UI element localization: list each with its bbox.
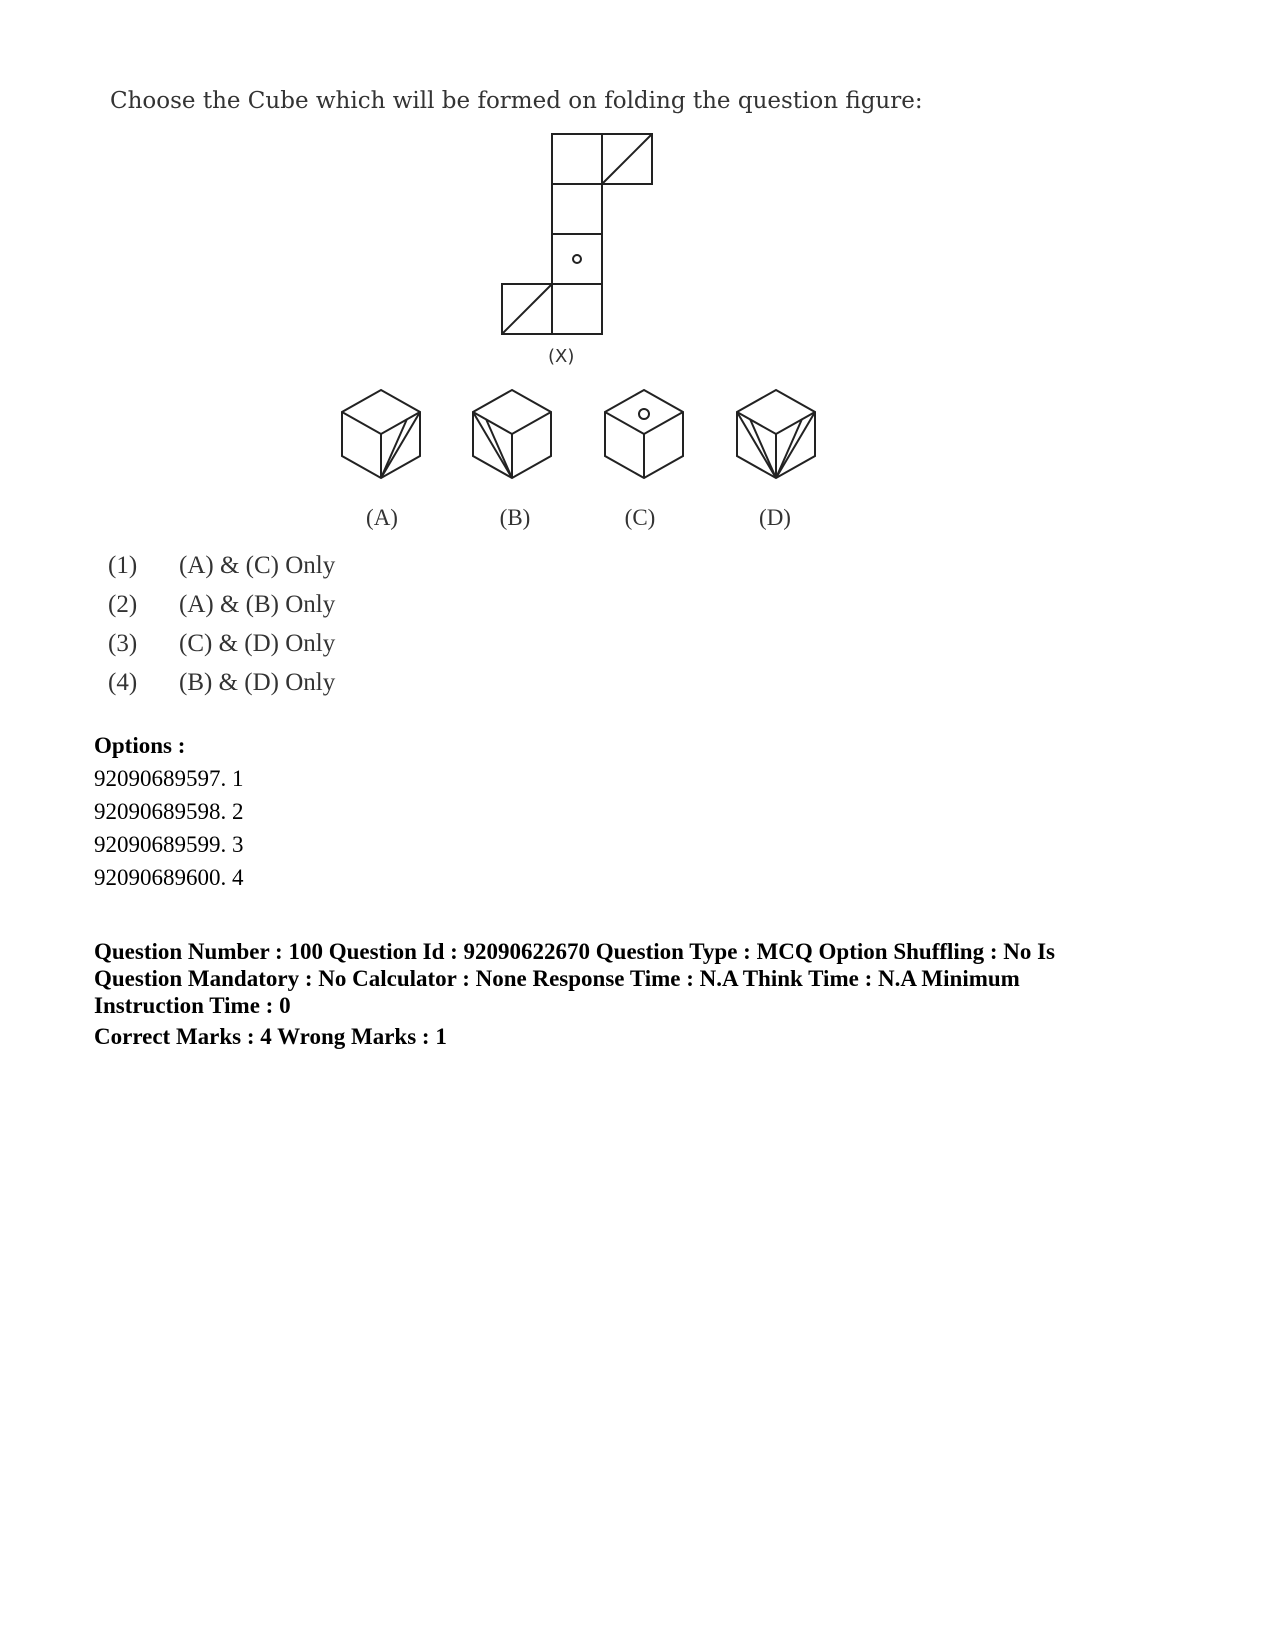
answer-choice-text: (B) & (D) Only bbox=[179, 669, 336, 696]
net-diagonal bbox=[602, 134, 652, 184]
cube-label-d: (D) bbox=[759, 505, 791, 530]
cube-label-c: (C) bbox=[624, 505, 656, 530]
answer-choice-number: (1) bbox=[108, 552, 138, 579]
answer-choice-text: (A) & (C) Only bbox=[179, 552, 336, 579]
cube-d-figure bbox=[731, 384, 821, 484]
net-diagonal bbox=[502, 284, 552, 334]
cube-a-figure bbox=[336, 384, 426, 484]
cube-label-b: (B) bbox=[499, 505, 531, 530]
net-face bbox=[552, 184, 602, 234]
answer-choice-number: (2) bbox=[108, 591, 138, 618]
net-face bbox=[552, 134, 602, 184]
option-item: 92090689597. 1 bbox=[94, 766, 244, 791]
net-figure-label: (X) bbox=[548, 346, 575, 367]
net-face bbox=[552, 284, 602, 334]
net-dot bbox=[573, 255, 581, 263]
answer-choice-number: (3) bbox=[108, 630, 138, 657]
answer-choice-text: (A) & (B) Only bbox=[179, 591, 336, 618]
cube-c-figure bbox=[599, 384, 689, 484]
option-item: 92090689599. 3 bbox=[94, 832, 244, 857]
cube-b-figure bbox=[467, 384, 557, 484]
option-item: 92090689598. 2 bbox=[94, 799, 244, 824]
answer-choice-text: (C) & (D) Only bbox=[179, 630, 336, 657]
option-item: 92090689600. 4 bbox=[94, 865, 244, 890]
options-heading: Options : bbox=[94, 733, 186, 758]
cube-net-figure bbox=[495, 128, 665, 343]
answer-choice-number: (4) bbox=[108, 669, 138, 696]
cube-label-a: (A) bbox=[366, 505, 398, 530]
question-marks: Correct Marks : 4 Wrong Marks : 1 bbox=[94, 1024, 447, 1049]
question-prompt: Choose the Cube which will be formed on folding the question figure: bbox=[110, 88, 923, 114]
net-face bbox=[552, 234, 602, 284]
question-metadata: Question Number : 100 Question Id : 92090622670 Question Type : MCQ Option Shuffling : No Is Question Mandatory : No Calculator : None Response Time : N.A Think Time : N.A Minimum Instruction Time : 0 bbox=[94, 939, 1056, 1018]
